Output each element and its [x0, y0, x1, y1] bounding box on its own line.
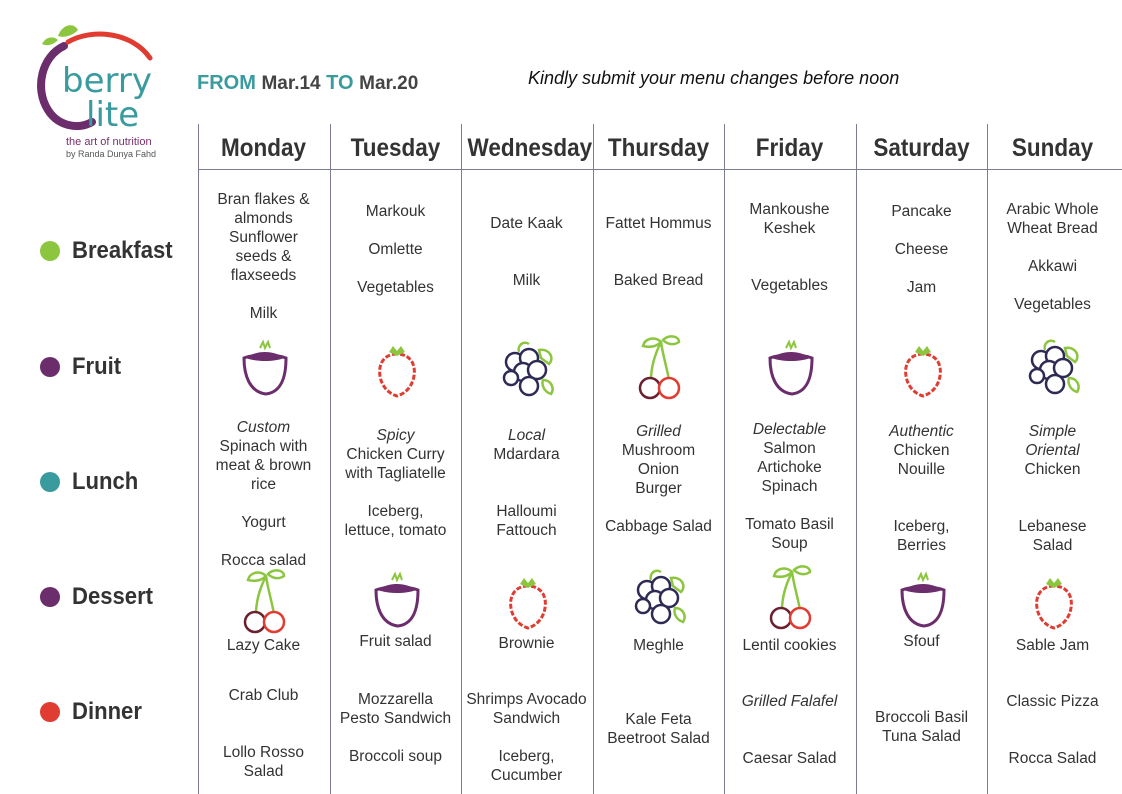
- menu-line: Chicken Curry: [346, 446, 445, 463]
- dinner-cell-thursday: [593, 710, 724, 748]
- menu-line: [593, 498, 724, 517]
- day-header-sunday: Sunday: [1011, 134, 1094, 162]
- dessert-cell-monday: Lazy Cake: [226, 637, 301, 654]
- brand-logo: [22, 18, 172, 168]
- meal-dot: [40, 241, 60, 261]
- menu-line: Pesto Sandwich: [339, 710, 452, 727]
- menu-line: Markouk: [365, 203, 426, 220]
- menu-line: Burger: [635, 480, 682, 497]
- menu-line: [987, 238, 1118, 257]
- day-header-wednesday: Wednesday: [467, 134, 593, 162]
- menu-line: Vegetables: [1014, 296, 1091, 313]
- menu-line: Spinach with: [219, 438, 308, 455]
- lunch-cell-sunday: [987, 422, 1118, 555]
- breakfast-cell-wednesday: [461, 214, 592, 290]
- menu-line: seeds &: [235, 248, 292, 265]
- menu-line: Mankoushe: [749, 201, 830, 218]
- menu-line: Lollo Rosso: [223, 744, 304, 761]
- menu-line: Rocca Salad: [1008, 750, 1097, 767]
- brand-name-top: berry: [62, 61, 152, 101]
- menu-line: Sandwich: [492, 710, 561, 727]
- submission-note: Kindly submit your menu changes before noon: [528, 68, 900, 88]
- breakfast-cell-friday: [724, 200, 855, 295]
- menu-line: [856, 479, 987, 498]
- dessert-cell-saturday: Sfouf: [903, 633, 940, 650]
- dinner-cell-saturday: [856, 708, 987, 746]
- menu-line: [461, 728, 592, 747]
- menu-line: [198, 494, 329, 513]
- meal-label-breakfast: [40, 236, 181, 266]
- menu-line: [198, 532, 329, 551]
- menu-line: Tomato Basil: [745, 516, 834, 533]
- dessert-cell-friday: Lentil cookies: [742, 637, 837, 654]
- plum-icon: [362, 568, 432, 638]
- menu-line: Iceberg,: [893, 518, 950, 535]
- menu-line: Vegetables: [357, 279, 434, 296]
- lunch-style: Oriental: [1025, 442, 1080, 459]
- dinner-cell-monday: [198, 686, 329, 781]
- menu-line: [461, 483, 592, 502]
- menu-line: [330, 728, 461, 747]
- menu-line: Fattouch: [496, 522, 557, 539]
- dessert-cell-wednesday: Brownie: [498, 635, 555, 652]
- menu-line: Artichoke: [757, 459, 822, 476]
- strawberry-icon: [362, 336, 432, 406]
- breakfast-cell-sunday: [987, 200, 1118, 314]
- menu-line: Classic Pizza: [1006, 693, 1099, 710]
- menu-line: [724, 730, 855, 749]
- to-date: Mar.20: [359, 73, 419, 94]
- brand-tagline: the art of nutrition: [66, 136, 152, 148]
- menu-line: Salmon: [763, 440, 816, 457]
- cherry-icon: [625, 334, 695, 404]
- meal-label-text: Dessert: [72, 583, 154, 610]
- strawberry-icon: [1019, 568, 1089, 638]
- menu-line: [593, 233, 724, 252]
- dessert-cell-sunday: Sable Jam: [1015, 637, 1090, 654]
- day-header-saturday: Saturday: [873, 134, 970, 162]
- menu-line: Keshek: [763, 220, 816, 237]
- breakfast-cell-thursday: [593, 214, 724, 290]
- menu-line: [856, 221, 987, 240]
- menu-line: Broccoli Basil: [874, 709, 969, 726]
- meal-dot: [40, 702, 60, 722]
- day-header-friday: Friday: [755, 134, 824, 162]
- menu-line: [856, 259, 987, 278]
- menu-line: Jam: [906, 279, 937, 296]
- header-divider: [198, 169, 1122, 170]
- menu-line: lettuce, tomato: [344, 522, 447, 539]
- date-range: [197, 72, 418, 95]
- menu-line: Salad: [1032, 537, 1073, 554]
- menu-line: [330, 221, 461, 240]
- menu-line: Milk: [512, 272, 541, 289]
- menu-line: Cucumber: [490, 767, 563, 784]
- menu-line: [330, 483, 461, 502]
- menu-line: [724, 257, 855, 276]
- dinner-style: Grilled Falafel: [741, 693, 838, 710]
- menu-line: flaxseeds: [230, 267, 297, 284]
- menu-line: Omlette: [368, 241, 423, 258]
- grapes-icon: [493, 336, 563, 406]
- menu-line: Soup: [771, 535, 808, 552]
- menu-line: meat & brown: [215, 457, 312, 474]
- dinner-cell-wednesday: [461, 690, 592, 785]
- menu-line: Akkawi: [1027, 258, 1078, 275]
- menu-line: Shrimps Avocado: [466, 691, 587, 708]
- plum-icon: [888, 568, 958, 638]
- lunch-cell-friday: [724, 420, 855, 553]
- menu-line: Spinach: [761, 478, 818, 495]
- menu-line: [724, 496, 855, 515]
- dinner-cell-friday: [724, 692, 855, 768]
- lunch-style: Custom: [236, 419, 291, 436]
- breakfast-cell-tuesday: [330, 202, 461, 297]
- from-label: FROM: [197, 72, 256, 94]
- meal-dot: [40, 472, 60, 492]
- menu-line: Beetroot Salad: [607, 730, 710, 747]
- menu-line: Mdardara: [493, 446, 560, 463]
- menu-line: Chicken: [893, 442, 950, 459]
- menu-line: Iceberg,: [498, 748, 555, 765]
- plum-icon: [756, 336, 826, 406]
- menu-line: Vegetables: [751, 277, 828, 294]
- menu-line: almonds: [234, 210, 293, 227]
- meal-label-text: Fruit: [72, 353, 122, 380]
- grapes-icon: [1019, 334, 1089, 404]
- dinner-cell-sunday: [987, 692, 1118, 768]
- meal-label-dinner: [40, 697, 148, 727]
- lunch-cell-saturday: [856, 422, 987, 555]
- meal-dot: [40, 357, 60, 377]
- menu-line: Sunflower: [229, 229, 298, 246]
- meal-label-text: Lunch: [72, 468, 139, 495]
- lunch-style: Grilled: [636, 423, 681, 440]
- plum-icon: [230, 336, 300, 406]
- menu-line: Baked Bread: [613, 272, 704, 289]
- grapes-icon: [625, 564, 695, 634]
- dinner-cell-tuesday: [330, 690, 461, 766]
- day-header-thursday: Thursday: [607, 134, 710, 162]
- menu-line: Cheese: [894, 241, 949, 258]
- menu-line: Broccoli soup: [348, 748, 443, 765]
- strawberry-icon: [888, 336, 958, 406]
- menu-line: [856, 498, 987, 517]
- lunch-cell-thursday: [593, 422, 724, 536]
- menu-line: [461, 464, 592, 483]
- menu-line: Chicken: [1024, 461, 1081, 478]
- cherry-icon: [756, 564, 826, 634]
- day-header-tuesday: Tuesday: [350, 134, 441, 162]
- meal-label-text: Breakfast: [72, 237, 173, 264]
- brand-byline: by Randa Dunya Fahd: [66, 149, 157, 159]
- menu-line: [987, 730, 1118, 749]
- menu-line: [461, 252, 592, 271]
- menu-line: Salad: [243, 763, 284, 780]
- breakfast-cell-saturday: [856, 202, 987, 297]
- lunch-style: Authentic: [889, 423, 954, 440]
- menu-line: [724, 238, 855, 257]
- meal-label-dessert: [40, 582, 160, 612]
- menu-line: Milk: [249, 305, 278, 322]
- menu-line: Bran flakes &: [217, 191, 310, 208]
- menu-grid: [198, 124, 1122, 794]
- to-label: TO: [326, 72, 354, 94]
- menu-line: [461, 233, 592, 252]
- menu-line: Iceberg,: [367, 503, 424, 520]
- dessert-cell-thursday: Meghle: [633, 637, 684, 654]
- menu-line: with Tagliatelle: [345, 465, 446, 482]
- menu-line: Kale Feta: [625, 711, 692, 728]
- menu-line: [987, 479, 1118, 498]
- lunch-style: Local: [507, 427, 546, 444]
- menu-line: [987, 711, 1118, 730]
- menu-line: [330, 259, 461, 278]
- menu-line: Mushroom: [621, 442, 696, 459]
- lunch-cell-monday: [198, 418, 329, 570]
- brand-name-bottom: lite: [86, 95, 140, 135]
- lunch-style: Delectable: [752, 421, 827, 438]
- menu-line: Date Kaak: [490, 215, 563, 232]
- lunch-style: Spicy: [376, 427, 415, 444]
- strawberry-icon: [493, 568, 563, 638]
- menu-line: Nouille: [897, 461, 946, 478]
- meal-dot: [40, 587, 60, 607]
- menu-line: Yogurt: [241, 514, 286, 531]
- menu-line: Crab Club: [228, 687, 299, 704]
- meal-label-lunch: [40, 467, 144, 497]
- menu-line: Tuna Salad: [882, 728, 961, 745]
- menu-line: Wheat Bread: [1007, 220, 1098, 237]
- menu-line: Cabbage Salad: [605, 518, 712, 535]
- menu-line: Onion: [637, 461, 680, 478]
- menu-line: rice: [251, 476, 276, 493]
- menu-line: Halloumi: [496, 503, 557, 520]
- menu-line: Pancake: [891, 203, 952, 220]
- menu-line: [198, 724, 329, 743]
- meal-label-fruit: [40, 352, 125, 382]
- menu-line: Arabic Whole: [1006, 201, 1099, 218]
- from-date: Mar.14: [261, 73, 321, 94]
- menu-line: [724, 711, 855, 730]
- menu-line: [593, 252, 724, 271]
- day-header-monday: Monday: [220, 134, 306, 162]
- cherry-icon: [230, 568, 300, 638]
- menu-line: [198, 705, 329, 724]
- menu-line: Lebanese: [1018, 518, 1087, 535]
- lunch-style: Simple: [1028, 423, 1077, 440]
- dessert-cell-tuesday: Fruit salad: [359, 633, 432, 650]
- meal-label-text: Dinner: [72, 698, 142, 725]
- menu-line: Rocca salad: [220, 552, 307, 569]
- menu-line: [198, 285, 329, 304]
- menu-line: Caesar Salad: [742, 750, 837, 767]
- lunch-cell-tuesday: [330, 426, 461, 540]
- breakfast-cell-monday: [198, 190, 329, 323]
- lunch-cell-wednesday: [461, 426, 592, 540]
- menu-line: [987, 498, 1118, 517]
- menu-line: Berries: [896, 537, 947, 554]
- menu-line: Fattet Hommus: [605, 215, 712, 232]
- menu-line: Mozzarella: [358, 691, 433, 708]
- menu-line: [987, 276, 1118, 295]
